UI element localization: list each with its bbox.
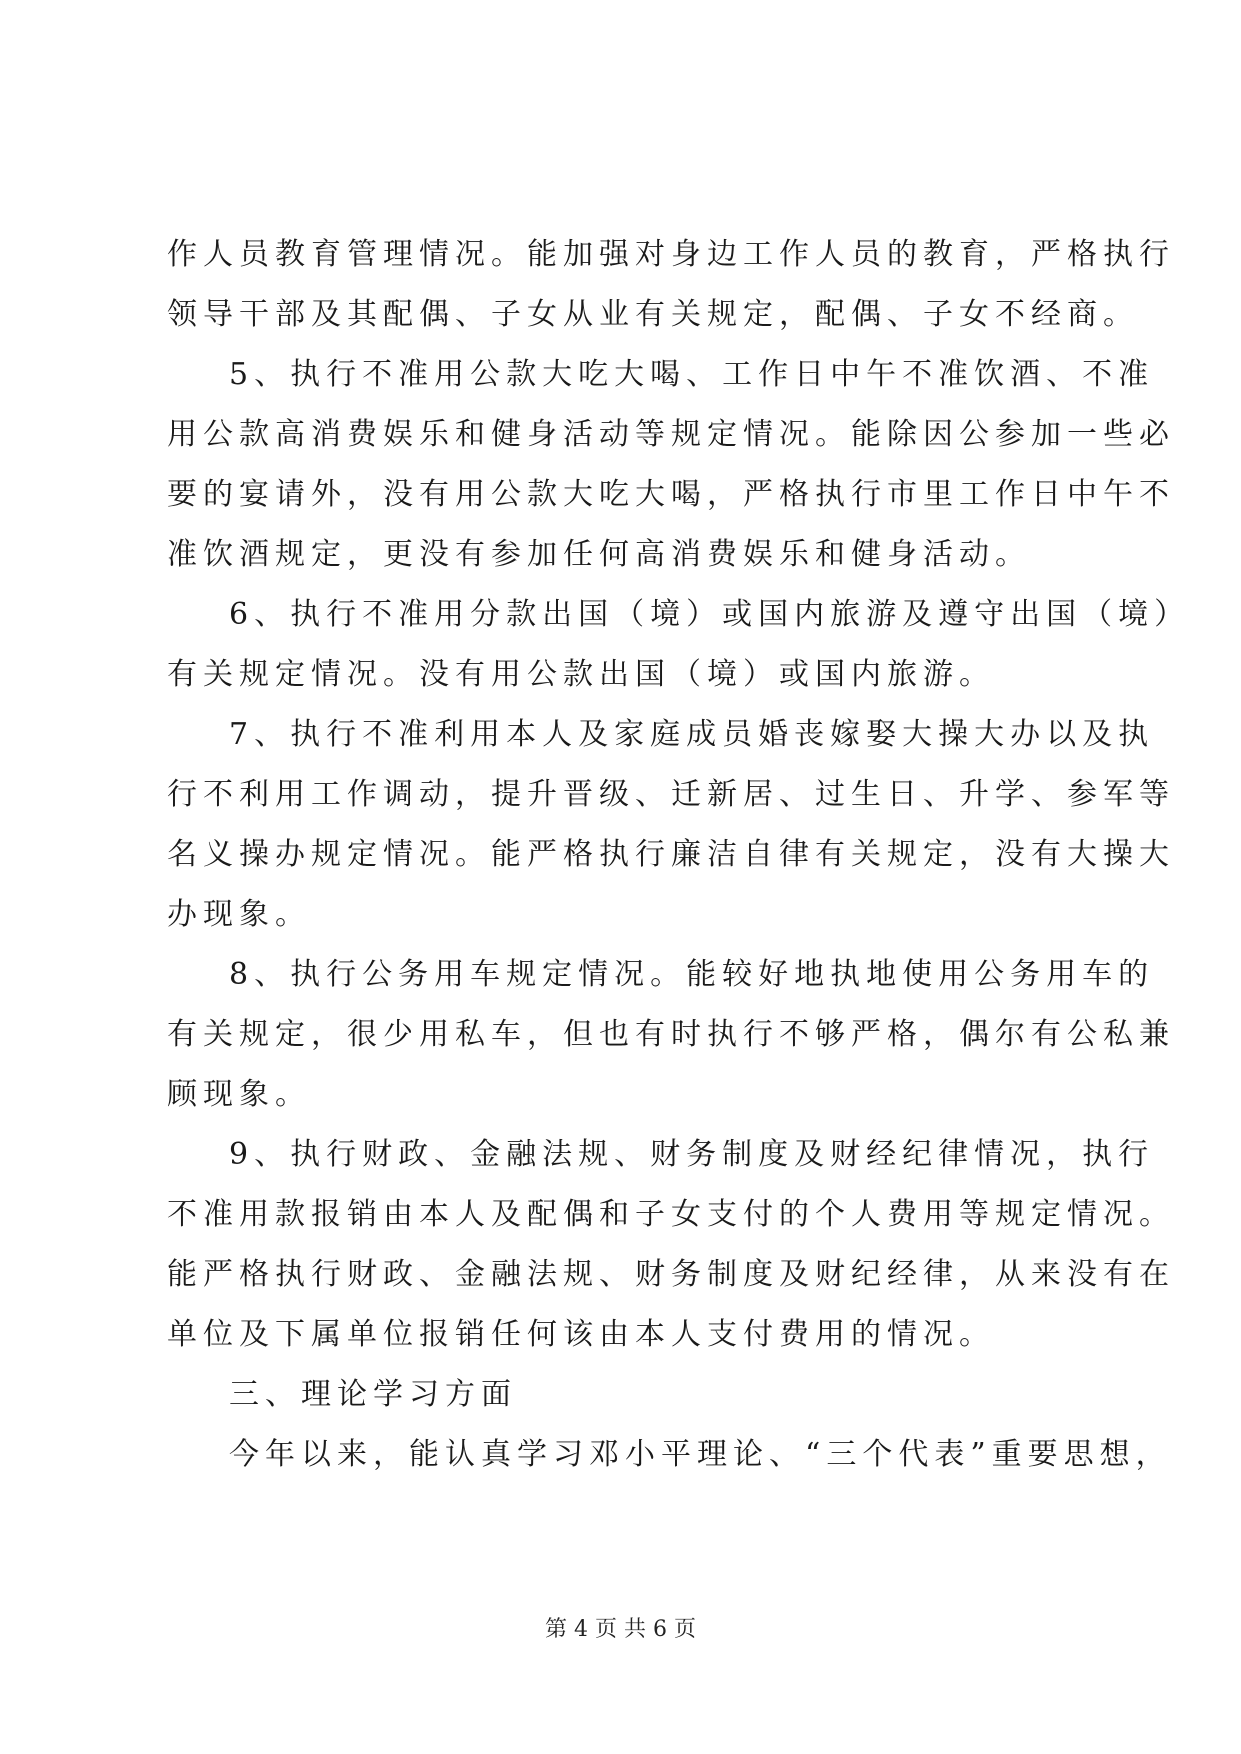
section-heading: 三、理论学习方面 <box>229 1377 517 1412</box>
text-line: 领导干部及其配偶、子女从业有关规定，配偶、子女不经商。 <box>167 297 1139 332</box>
paragraph-6-start: 6、执行不准用分款出国（境）或国内旅游及遵守出国（境） <box>229 597 1191 632</box>
text-line: 顾现象。 <box>167 1077 311 1112</box>
paragraph-9-start: 9、执行财政、金融法规、财务制度及财经纪律情况，执行 <box>229 1137 1155 1172</box>
text-line: 办现象。 <box>167 897 311 932</box>
text-line: 能严格执行财政、金融法规、财务制度及财纪经律，从来没有在 <box>167 1257 1175 1292</box>
text-line: 单位及下属单位报销任何该由本人支付费用的情况。 <box>167 1317 995 1352</box>
paragraph-8-start: 8、执行公务用车规定情况。能较好地执地使用公务用车的 <box>229 957 1155 992</box>
text-line: 名义操办规定情况。能严格执行廉洁自律有关规定，没有大操大 <box>167 837 1175 872</box>
paragraph-7-start: 7、执行不准利用本人及家庭成员婚丧嫁娶大操大办以及执 <box>229 717 1155 752</box>
text-line: 作人员教育管理情况。能加强对身边工作人员的教育，严格执行 <box>167 237 1175 272</box>
text-line: 不准用款报销由本人及配偶和子女支付的个人费用等规定情况。 <box>167 1197 1175 1232</box>
text-line: 行不利用工作调动，提升晋级、迁新居、过生日、升学、参军等 <box>167 777 1175 812</box>
text-line: 有关规定，很少用私车，但也有时执行不够严格，偶尔有公私兼 <box>167 1017 1175 1052</box>
text-line: 用公款高消费娱乐和健身活动等规定情况。能除因公参加一些必 <box>167 417 1175 452</box>
paragraph-theory-start: 今年以来，能认真学习邓小平理论、“三个代表”重要思想， <box>229 1437 1172 1472</box>
text-line: 要的宴请外，没有用公款大吃大喝，严格执行市里工作日中午不 <box>167 477 1175 512</box>
text-line: 准饮酒规定，更没有参加任何高消费娱乐和健身活动。 <box>167 537 1031 572</box>
text-line: 有关规定情况。没有用公款出国（境）或国内旅游。 <box>167 657 995 692</box>
body-text <box>167 225 1191 1485</box>
paragraph-5-start: 5、执行不准用公款大吃大喝、工作日中午不准饮酒、不准 <box>229 357 1155 392</box>
page-footer: 第 4 页 共 6 页 <box>545 1617 696 1642</box>
